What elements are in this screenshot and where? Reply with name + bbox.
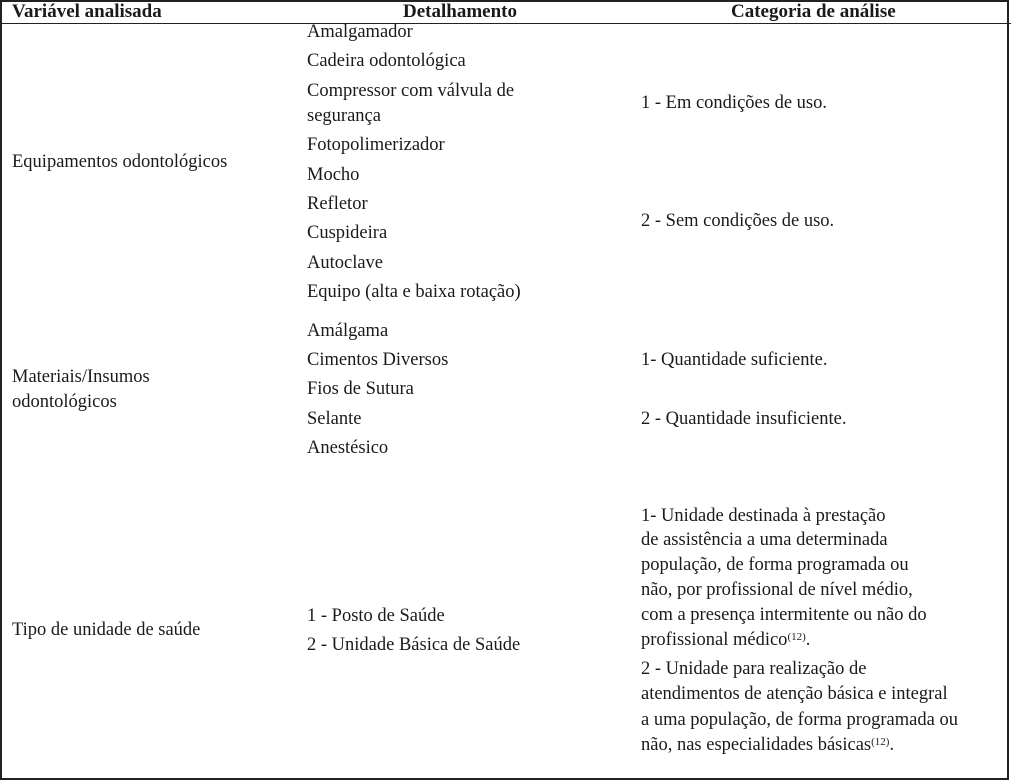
category-text: 1- Unidade destinada à prestação	[641, 506, 886, 526]
detail-item: Amalgamador	[307, 22, 413, 42]
category-text: com a presença intermitente ou não do	[641, 605, 927, 625]
category-text-part: não, nas especialidades básicas	[641, 735, 872, 755]
header-category: Categoria de análise	[731, 1, 896, 22]
category-item: 1 - Em condições de uso.	[641, 93, 827, 113]
detail-item: segurança	[307, 106, 381, 126]
category-item: 2 - Quantidade insuficiente.	[641, 409, 847, 429]
period: .	[805, 630, 811, 650]
row-variable: Tipo de unidade de saúde	[12, 620, 201, 640]
category-text: atendimentos de atenção básica e integral	[641, 684, 948, 704]
detail-item: Amálgama	[307, 321, 389, 341]
category-text	[641, 735, 894, 755]
header-detail: Detalhamento	[403, 1, 517, 22]
detail-item: Cadeira odontológica	[307, 51, 466, 71]
category-text	[641, 630, 810, 650]
detail-item: Cuspideira	[307, 223, 388, 243]
header-divider	[0, 23, 1011, 24]
row-variable: Equipamentos odontológicos	[12, 152, 228, 172]
detail-item: Compressor com válvula de	[307, 81, 515, 101]
detail-item: 2 - Unidade Básica de Saúde	[307, 635, 521, 655]
detail-item: 1 - Posto de Saúde	[307, 606, 445, 626]
period: .	[889, 735, 895, 755]
detail-item: Equipo (alta e baixa rotação)	[307, 282, 521, 302]
detail-item: Fios de Sutura	[307, 379, 414, 399]
detail-item: Mocho	[307, 165, 360, 185]
category-text: de assistência a uma determinada	[641, 530, 888, 550]
detail-item: Fotopolimerizador	[307, 135, 445, 155]
row-variable: Materiais/Insumos	[12, 367, 150, 387]
category-text: não, por profissional de nível médio,	[641, 580, 913, 600]
category-text-part: profissional médico	[641, 630, 788, 650]
citation: (12)	[871, 736, 890, 748]
category-item: 1- Quantidade suficiente.	[641, 350, 828, 370]
category-text: 2 - Unidade para realização de	[641, 659, 867, 679]
category-item: 2 - Sem condições de uso.	[641, 211, 835, 231]
detail-item: Autoclave	[307, 253, 384, 273]
detail-item: Selante	[307, 409, 362, 429]
detail-item: Anestésico	[307, 438, 389, 458]
citation: (12)	[787, 631, 806, 643]
category-text: população, de forma programada ou	[641, 555, 909, 575]
category-text: a uma população, de forma programada ou	[641, 710, 958, 730]
header-variable: Variável analisada	[12, 1, 162, 22]
row-variable: odontológicos	[12, 392, 117, 412]
detail-item: Refletor	[307, 194, 368, 214]
detail-item: Cimentos Diversos	[307, 350, 449, 370]
